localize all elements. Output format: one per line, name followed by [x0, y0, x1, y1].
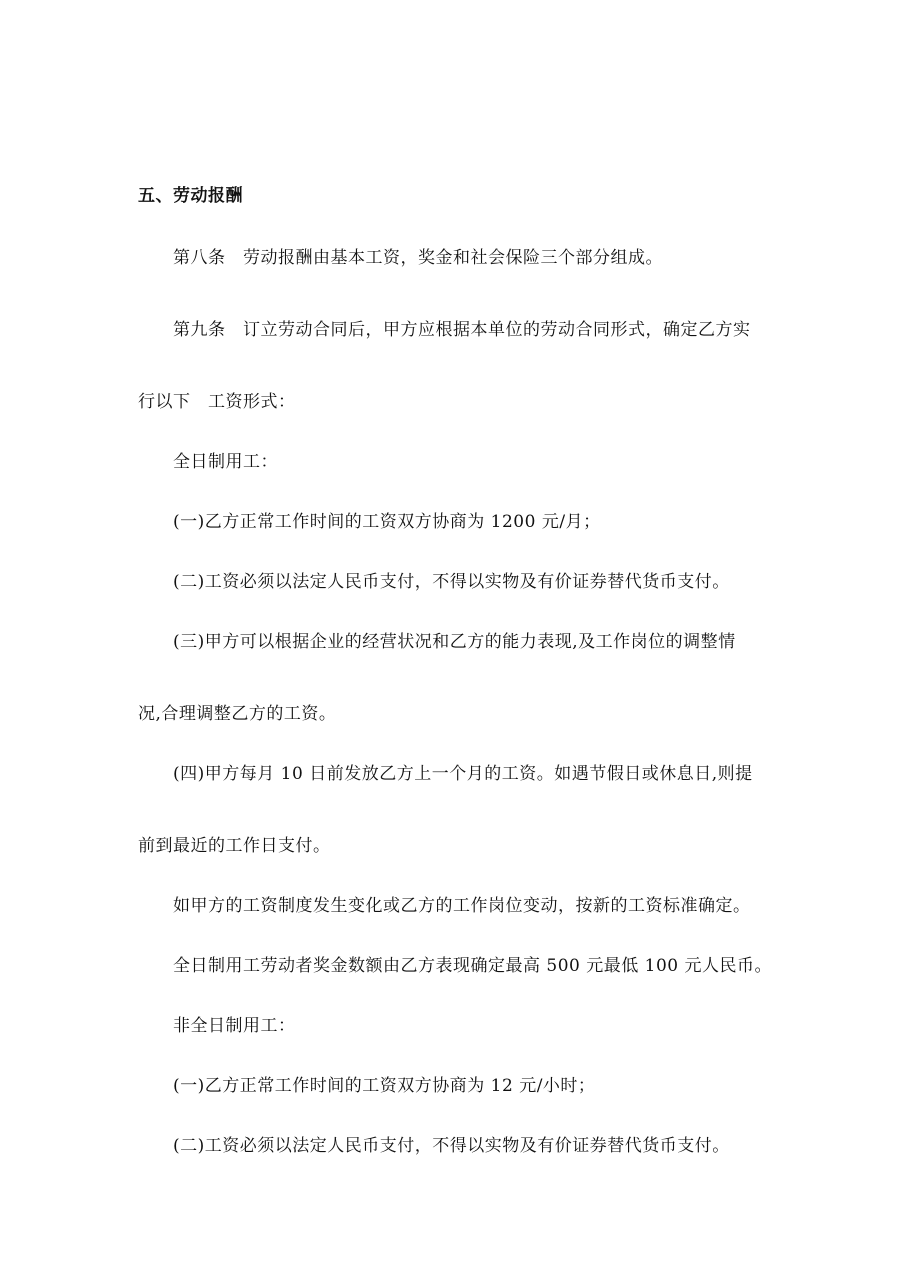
fulltime-item-1: (一)乙方正常工作时间的工资双方协商为 1200 元/月； [173, 512, 601, 532]
bonus-note: 全日制用工劳动者奖金数额由乙方表现确定最高 500 元最低 100 元人民币。 [173, 956, 773, 976]
wage-change-note: 如甲方的工资制度发生变化或乙方的工作岗位变动，按新的工资标准确定。 [173, 896, 751, 916]
section-heading: 五、劳动报酬 [138, 186, 243, 206]
fulltime-item-4-line-1: (四)甲方每月 10 日前发放乙方上一个月的工资。如遇节假日或休息日,则提 [173, 764, 753, 784]
parttime-heading: 非全日制用工： [173, 1016, 296, 1036]
parttime-item-1: (一)乙方正常工作时间的工资双方协商为 12 元/小时； [173, 1076, 596, 1096]
article-8: 第八条 劳动报酬由基本工资，奖金和社会保险三个部分组成。 [173, 248, 663, 268]
fulltime-heading: 全日制用工： [173, 452, 278, 472]
fulltime-item-3-line-1: (三)甲方可以根据企业的经营状况和乙方的能力表现,及工作岗位的调整情 [173, 632, 736, 652]
article-9-line-1: 第九条 订立劳动合同后，甲方应根据本单位的劳动合同形式，确定乙方实 [173, 320, 751, 340]
fulltime-item-3-line-2: 况,合理调整乙方的工资。 [138, 704, 337, 724]
article-9-line-2: 行以下 工资形式： [138, 392, 296, 412]
fulltime-item-2: (二)工资必须以法定人民币支付，不得以实物及有价证券替代货币支付。 [173, 572, 730, 592]
parttime-item-2: (二)工资必须以法定人民币支付，不得以实物及有价证券替代货币支付。 [173, 1136, 730, 1156]
fulltime-item-4-line-2: 前到最近的工作日支付。 [138, 836, 331, 856]
